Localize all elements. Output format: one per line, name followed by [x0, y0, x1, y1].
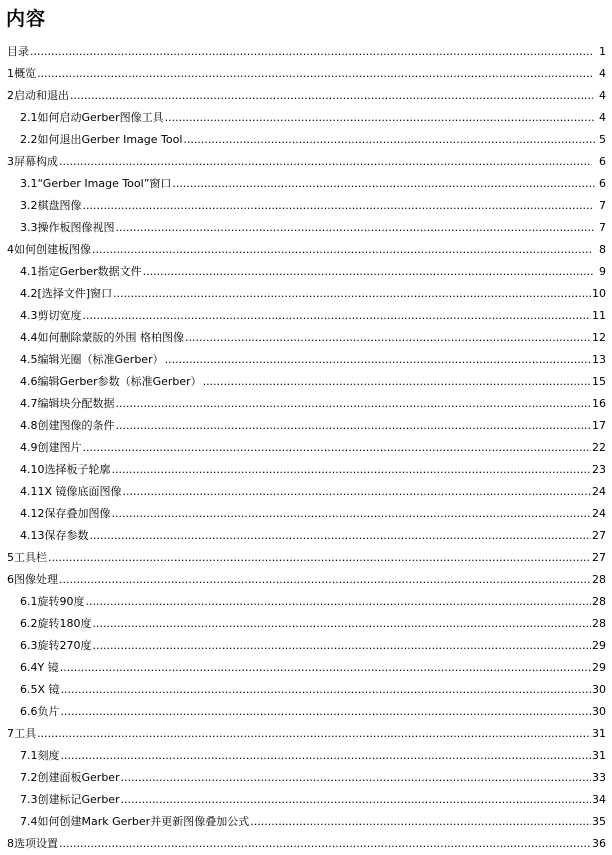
toc-entry-page: 7	[599, 199, 606, 212]
toc-dot-leader	[121, 793, 591, 806]
toc-entry[interactable]	[0, 392, 612, 414]
toc-dot-leader	[59, 573, 591, 586]
toc-entry-title: X 镜像底面图像	[44, 485, 122, 498]
toc-entry-page: 30	[592, 705, 606, 718]
toc-entry[interactable]	[0, 172, 612, 194]
toc-entry-page: 4	[599, 67, 606, 80]
toc-entry-title: 如何启动Gerber图像工具	[37, 111, 164, 124]
toc-entry-number: 2	[7, 89, 14, 102]
toc-entry-title: 保存参数	[44, 529, 89, 542]
toc-dot-leader	[143, 265, 595, 278]
toc-entry-title: 如何创建板图像	[14, 243, 91, 256]
toc-dot-leader	[165, 353, 591, 366]
toc-entry-number: 4.10	[20, 463, 45, 476]
toc-entry[interactable]	[0, 502, 612, 524]
toc-entry[interactable]	[0, 546, 612, 568]
toc-entry-number: 7.3	[20, 793, 38, 806]
toc-dot-leader	[61, 749, 592, 762]
toc-entry-number: 3.2	[20, 199, 38, 212]
toc-entry-title: Y 镜	[37, 661, 59, 674]
toc-dot-leader	[90, 529, 592, 542]
toc-entry[interactable]	[0, 260, 612, 282]
toc-entry-page: 28	[592, 573, 606, 586]
toc-entry-page: 28	[592, 595, 606, 608]
toc-entry-page: 22	[592, 441, 606, 454]
toc-entry-title: 选择板子轮廓	[44, 463, 111, 476]
toc-entry-page: 27	[592, 551, 606, 564]
toc-entry-number: 6.1	[20, 595, 38, 608]
toc-dot-leader	[165, 111, 595, 124]
toc-entry-title: 概览	[14, 67, 37, 80]
toc-entry-title: 工具栏	[14, 551, 48, 564]
toc-entry-page: 24	[592, 507, 606, 520]
toc-entry[interactable]	[0, 84, 612, 106]
toc-entry[interactable]	[0, 370, 612, 392]
toc-entry-title: 目录	[7, 45, 29, 58]
toc-entry-title: 旋转270度	[37, 639, 92, 652]
toc-entry-number: 8	[7, 837, 14, 850]
toc-dot-leader	[59, 155, 592, 168]
toc-entry-page: 10	[592, 287, 606, 300]
toc-entry-number: 4.3	[20, 309, 38, 322]
toc-entry-title: 选项设置	[14, 837, 58, 850]
toc-entry-number: 4.1	[20, 265, 38, 278]
toc-dot-leader	[83, 309, 592, 322]
toc-entry-title: X 镜	[37, 683, 60, 696]
toc-entry[interactable]	[0, 788, 612, 810]
toc-dot-leader	[61, 705, 592, 718]
toc-entry-title: 创建图像的条件	[37, 419, 115, 432]
toc-entry-number: 3.1	[20, 177, 38, 190]
toc-entry-number: 3	[7, 155, 14, 168]
toc-entry-page: 11	[592, 309, 606, 322]
toc-dot-leader	[113, 287, 591, 300]
toc-dot-leader	[30, 45, 592, 58]
toc-entry[interactable]	[0, 568, 612, 590]
toc-entry-number: 4.11	[20, 485, 45, 498]
toc-entry-page: 29	[592, 639, 606, 652]
toc-entry-title: 旋转90度	[37, 595, 85, 608]
toc-entry-title: 图像处理	[14, 573, 58, 586]
toc-entry-number: 4.9	[20, 441, 38, 454]
toc-entry[interactable]	[0, 810, 612, 832]
toc-dot-leader	[37, 67, 592, 80]
toc-dot-leader	[116, 221, 594, 234]
toc-entry[interactable]	[0, 700, 612, 722]
toc-entry-title: 编辑Gerber参数（标准Gerber）	[37, 375, 202, 388]
toc-entry-title: 刻度	[37, 749, 60, 762]
toc-dot-leader	[83, 199, 593, 212]
toc-dot-leader	[86, 595, 592, 608]
toc-entry[interactable]	[0, 282, 612, 304]
toc-entry-title: 棋盘图像	[37, 199, 82, 212]
page-title: 内容	[6, 8, 47, 30]
toc-entry-title: 旋转180度	[37, 617, 92, 630]
toc-entry-number: 6.6	[20, 705, 38, 718]
toc-entry-page: 31	[592, 749, 606, 762]
toc-entry-title: 如何删除蒙版的外围 格柏图像	[37, 331, 184, 344]
toc-dot-leader	[121, 771, 591, 784]
toc-entry-page: 5	[599, 133, 606, 146]
toc-dot-leader	[61, 683, 591, 696]
toc-entry-page: 4	[599, 89, 606, 102]
toc-entry-number: 7.1	[20, 749, 38, 762]
toc-entry-number: 6.5	[20, 683, 38, 696]
toc-dot-leader	[123, 485, 591, 498]
toc-entry-title: 创建标记Gerber	[37, 793, 120, 806]
toc-entry[interactable]	[0, 194, 612, 216]
toc-entry-page: 6	[599, 177, 606, 190]
toc-entry[interactable]	[0, 458, 612, 480]
toc-dot-leader	[203, 375, 591, 388]
toc-entry[interactable]	[0, 216, 612, 238]
toc-entry[interactable]	[0, 656, 612, 678]
toc-entry[interactable]	[0, 150, 612, 172]
toc-entry[interactable]	[0, 612, 612, 634]
toc-dot-leader	[112, 507, 592, 520]
toc-entry[interactable]	[0, 634, 612, 656]
toc-entry-page: 7	[599, 221, 606, 234]
toc-entry-page: 12	[592, 331, 606, 344]
toc-entry[interactable]	[0, 348, 612, 370]
toc-entry-number: 7	[7, 727, 14, 740]
toc-entry-title: [选择文件]窗口	[37, 287, 113, 300]
toc-entry[interactable]	[0, 722, 612, 744]
toc-entry[interactable]	[0, 744, 612, 766]
toc-dot-leader	[112, 463, 592, 476]
toc-entry-number: 4.2	[20, 287, 38, 300]
toc-dot-leader	[116, 397, 592, 410]
toc-entry-title: 工具	[14, 727, 37, 740]
table-of-contents	[0, 40, 612, 854]
toc-dot-leader	[183, 133, 595, 146]
toc-entry-title: 编辑光圈（标准Gerber）	[37, 353, 164, 366]
toc-entry[interactable]	[0, 326, 612, 348]
toc-dot-leader	[83, 441, 592, 454]
toc-entry-page: 24	[592, 485, 606, 498]
toc-entry-page: 1	[599, 45, 606, 58]
toc-entry-title: 创建图片	[37, 441, 82, 454]
toc-entry[interactable]	[0, 436, 612, 458]
toc-entry-page: 28	[592, 617, 606, 630]
toc-entry[interactable]	[0, 304, 612, 326]
toc-entry[interactable]	[0, 238, 612, 260]
toc-entry-page: 31	[592, 727, 606, 740]
toc-entry-title: 屏幕构成	[14, 155, 58, 168]
toc-entry-title: 如何退出Gerber Image Tool	[37, 133, 183, 146]
toc-entry-number: 5	[7, 551, 14, 564]
toc-entry-number: 4	[7, 243, 14, 256]
toc-entry-page: 8	[599, 243, 606, 256]
toc-entry-page: 17	[592, 419, 606, 432]
toc-dot-leader	[48, 551, 591, 564]
toc-entry-page: 34	[592, 793, 606, 806]
toc-entry-number: 4.5	[20, 353, 38, 366]
toc-entry[interactable]	[0, 590, 612, 612]
toc-entry-page: 35	[592, 815, 606, 828]
toc-entry[interactable]	[0, 480, 612, 502]
toc-entry-title: 剪切宽度	[37, 309, 82, 322]
toc-dot-leader	[93, 617, 592, 630]
toc-entry[interactable]	[0, 40, 612, 62]
toc-entry-page: 16	[592, 397, 606, 410]
toc-entry-number: 4.4	[20, 331, 38, 344]
toc-entry-page: 4	[599, 111, 606, 124]
toc-entry[interactable]	[0, 832, 612, 854]
toc-entry-number: 4.12	[20, 507, 45, 520]
toc-dot-leader	[92, 243, 593, 256]
toc-entry[interactable]	[0, 766, 612, 788]
toc-entry-title: 操作板图像视图	[37, 221, 115, 234]
toc-entry-page: 13	[592, 353, 606, 366]
toc-entry-number: 6.2	[20, 617, 38, 630]
toc-entry[interactable]	[0, 414, 612, 436]
toc-entry-title: “Gerber Image Tool”窗口	[37, 177, 172, 190]
toc-entry-number: 2.2	[20, 133, 38, 146]
toc-dot-leader	[93, 639, 592, 652]
toc-dot-leader	[116, 419, 592, 432]
toc-entry-page: 6	[599, 155, 606, 168]
toc-entry-number: 2.1	[20, 111, 38, 124]
toc-entry-number: 1	[7, 67, 14, 80]
toc-entry-page: 15	[592, 375, 606, 388]
toc-dot-leader	[185, 331, 591, 344]
toc-entry-title: 编辑块分配数据	[37, 397, 115, 410]
toc-entry[interactable]	[0, 106, 612, 128]
toc-entry-page: 33	[592, 771, 606, 784]
toc-dot-leader	[59, 837, 591, 850]
toc-entry-page: 27	[592, 529, 606, 542]
toc-entry-page: 36	[592, 837, 606, 850]
toc-entry-number: 3.3	[20, 221, 38, 234]
toc-dot-leader	[60, 661, 591, 674]
toc-entry-page: 23	[592, 463, 606, 476]
toc-entry-title: 负片	[37, 705, 60, 718]
toc-entry[interactable]	[0, 128, 612, 150]
toc-entry-title: 如何创建Mark Gerber并更新图像叠加公式	[37, 815, 250, 828]
toc-entry-page: 9	[599, 265, 606, 278]
toc-dot-leader	[250, 815, 591, 828]
toc-entry[interactable]	[0, 678, 612, 700]
toc-dot-leader	[70, 89, 593, 102]
toc-entry-title: 创建面板Gerber	[37, 771, 120, 784]
toc-entry-title: 保存叠加图像	[44, 507, 111, 520]
toc-entry-number: 4.8	[20, 419, 38, 432]
toc-entry-number: 6	[7, 573, 14, 586]
toc-entry-number: 4.13	[20, 529, 45, 542]
toc-entry-title: 启动和退出	[14, 89, 69, 102]
toc-entry-number: 7.4	[20, 815, 38, 828]
toc-entry-number: 6.4	[20, 661, 38, 674]
toc-dot-leader	[172, 177, 595, 190]
toc-entry-page: 30	[592, 683, 606, 696]
toc-entry-number: 7.2	[20, 771, 38, 784]
toc-entry-number: 4.7	[20, 397, 38, 410]
toc-entry-page: 29	[592, 661, 606, 674]
toc-entry-number: 6.3	[20, 639, 38, 652]
toc-entry[interactable]	[0, 62, 612, 84]
toc-entry-title: 指定Gerber数据文件	[37, 265, 142, 278]
toc-entry-number: 4.6	[20, 375, 38, 388]
toc-entry[interactable]	[0, 524, 612, 546]
toc-dot-leader	[37, 727, 591, 740]
